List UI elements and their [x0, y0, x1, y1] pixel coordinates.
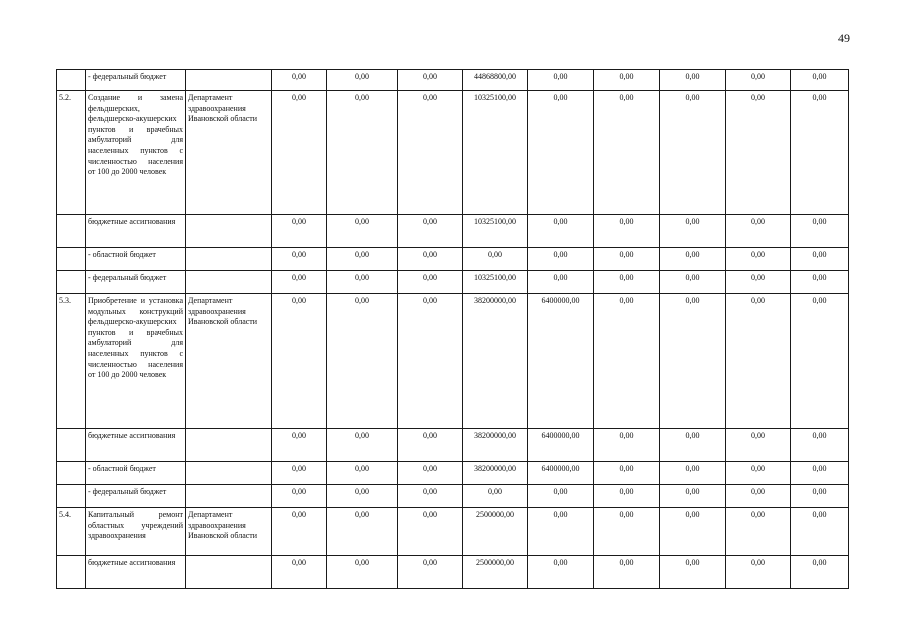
value-cell: 0,00: [327, 429, 398, 462]
value-cell: 0,00: [791, 91, 849, 215]
value-cell: 0,00: [660, 508, 726, 556]
item-number-cell: [57, 70, 86, 91]
value-cell: 0,00: [791, 462, 849, 485]
value-cell: 0,00: [398, 248, 463, 271]
value-cell: 0,00: [272, 248, 327, 271]
value-cell: 0,00: [528, 248, 594, 271]
value-cell: 2500000,00: [463, 556, 528, 589]
value-cell: 0,00: [594, 91, 660, 215]
value-cell: 6400000,00: [528, 429, 594, 462]
item-name-cell: Приобретение и установка модульных конструкций фельдшерско-акушерских пунктов и врачебных амбулаторий для населенных пунктов с численностью населения от 100 до 2000 человек: [86, 294, 186, 429]
value-cell: 0,00: [327, 91, 398, 215]
value-cell: 0,00: [594, 70, 660, 91]
value-cell: 0,00: [463, 248, 528, 271]
item-name-cell: - федеральный бюджет: [86, 485, 186, 508]
value-cell: 10325100,00: [463, 215, 528, 248]
value-cell: 0,00: [327, 271, 398, 294]
value-cell: 0,00: [398, 271, 463, 294]
item-name-cell: - федеральный бюджет: [86, 70, 186, 91]
value-cell: 0,00: [398, 91, 463, 215]
item-number-cell: [57, 462, 86, 485]
value-cell: 0,00: [726, 429, 791, 462]
item-number-cell: [57, 429, 86, 462]
value-cell: 0,00: [660, 215, 726, 248]
value-cell: 38200000,00: [463, 294, 528, 429]
value-cell: 0,00: [272, 485, 327, 508]
value-cell: 0,00: [528, 485, 594, 508]
item-name-cell: бюджетные ассигнования: [86, 429, 186, 462]
value-cell: 0,00: [327, 462, 398, 485]
item-number-cell: [57, 248, 86, 271]
value-cell: 0,00: [398, 429, 463, 462]
value-cell: 0,00: [528, 556, 594, 589]
value-cell: 0,00: [594, 248, 660, 271]
executor-cell: [186, 70, 272, 91]
value-cell: 10325100,00: [463, 271, 528, 294]
table-row: [57, 485, 849, 508]
value-cell: 0,00: [327, 248, 398, 271]
value-cell: 0,00: [272, 462, 327, 485]
value-cell: 0,00: [398, 294, 463, 429]
executor-cell: Департамент здравоохранения Ивановской области: [186, 508, 272, 556]
value-cell: 0,00: [398, 556, 463, 589]
item-name-cell: бюджетные ассигнования: [86, 556, 186, 589]
table-body: [57, 70, 849, 589]
value-cell: 0,00: [272, 215, 327, 248]
value-cell: 0,00: [398, 485, 463, 508]
table-row: [57, 556, 849, 589]
value-cell: 0,00: [660, 70, 726, 91]
value-cell: 0,00: [327, 556, 398, 589]
value-cell: 0,00: [726, 248, 791, 271]
value-cell: 0,00: [594, 485, 660, 508]
value-cell: 0,00: [660, 556, 726, 589]
value-cell: 2500000,00: [463, 508, 528, 556]
value-cell: 0,00: [594, 462, 660, 485]
value-cell: 0,00: [791, 248, 849, 271]
value-cell: 0,00: [327, 215, 398, 248]
value-cell: 0,00: [791, 70, 849, 91]
item-number-cell: 5.2.: [57, 91, 86, 215]
table-row: [57, 508, 849, 556]
table-row: [57, 70, 849, 91]
value-cell: 0,00: [791, 294, 849, 429]
value-cell: 0,00: [528, 215, 594, 248]
value-cell: 0,00: [528, 91, 594, 215]
value-cell: 0,00: [791, 271, 849, 294]
value-cell: 0,00: [594, 294, 660, 429]
value-cell: 0,00: [398, 70, 463, 91]
item-name-cell: - областной бюджет: [86, 248, 186, 271]
executor-cell: [186, 215, 272, 248]
value-cell: 0,00: [791, 556, 849, 589]
value-cell: 0,00: [594, 271, 660, 294]
executor-cell: [186, 429, 272, 462]
item-name-cell: Капитальный ремонт областных учреждений здравоохранения: [86, 508, 186, 556]
value-cell: 0,00: [594, 215, 660, 248]
value-cell: 0,00: [660, 462, 726, 485]
value-cell: 0,00: [327, 294, 398, 429]
value-cell: 0,00: [726, 462, 791, 485]
executor-cell: [186, 248, 272, 271]
page-number: 49: [838, 31, 850, 45]
value-cell: 0,00: [726, 508, 791, 556]
value-cell: 0,00: [660, 271, 726, 294]
value-cell: 0,00: [528, 508, 594, 556]
value-cell: 0,00: [272, 271, 327, 294]
value-cell: 0,00: [791, 215, 849, 248]
value-cell: 0,00: [660, 429, 726, 462]
value-cell: 0,00: [594, 429, 660, 462]
value-cell: 38200000,00: [463, 429, 528, 462]
value-cell: 0,00: [726, 271, 791, 294]
table-row: [57, 91, 849, 215]
value-cell: 6400000,00: [528, 462, 594, 485]
value-cell: 0,00: [327, 70, 398, 91]
value-cell: 0,00: [660, 485, 726, 508]
value-cell: 0,00: [272, 556, 327, 589]
value-cell: 38200000,00: [463, 462, 528, 485]
value-cell: 0,00: [660, 294, 726, 429]
value-cell: 0,00: [726, 91, 791, 215]
value-cell: 0,00: [660, 91, 726, 215]
value-cell: 0,00: [726, 556, 791, 589]
value-cell: 0,00: [272, 429, 327, 462]
item-name-cell: бюджетные ассигнования: [86, 215, 186, 248]
value-cell: 0,00: [327, 508, 398, 556]
item-number-cell: [57, 556, 86, 589]
value-cell: 6400000,00: [528, 294, 594, 429]
table-row: [57, 429, 849, 462]
value-cell: 0,00: [726, 70, 791, 91]
table-row: [57, 248, 849, 271]
item-name-cell: - областной бюджет: [86, 462, 186, 485]
item-number-cell: [57, 215, 86, 248]
value-cell: 0,00: [272, 91, 327, 215]
value-cell: 0,00: [398, 462, 463, 485]
value-cell: 0,00: [398, 215, 463, 248]
item-number-cell: [57, 271, 86, 294]
item-name-cell: - федеральный бюджет: [86, 271, 186, 294]
item-name-cell: Создание и замена фельдшерских, фельдшерско-акушерских пунктов и врачебных амбулаторий для населенных пунктов с численностью населения от 100 до 2000 человек: [86, 91, 186, 215]
value-cell: 0,00: [463, 485, 528, 508]
executor-cell: Департамент здравоохранения Ивановской области: [186, 91, 272, 215]
value-cell: 0,00: [594, 556, 660, 589]
value-cell: 0,00: [272, 508, 327, 556]
budget-table: [56, 69, 849, 589]
table-row: [57, 215, 849, 248]
executor-cell: [186, 485, 272, 508]
table-row: [57, 294, 849, 429]
value-cell: 0,00: [791, 508, 849, 556]
value-cell: 10325100,00: [463, 91, 528, 215]
value-cell: 0,00: [594, 508, 660, 556]
table-row: [57, 271, 849, 294]
value-cell: 0,00: [660, 248, 726, 271]
value-cell: 0,00: [272, 70, 327, 91]
value-cell: 0,00: [528, 70, 594, 91]
value-cell: 0,00: [272, 294, 327, 429]
item-number-cell: 5.4.: [57, 508, 86, 556]
value-cell: 0,00: [528, 271, 594, 294]
value-cell: 0,00: [327, 485, 398, 508]
item-number-cell: 5.3.: [57, 294, 86, 429]
executor-cell: [186, 462, 272, 485]
executor-cell: Департамент здравоохранения Ивановской области: [186, 294, 272, 429]
item-number-cell: [57, 485, 86, 508]
table-row: [57, 462, 849, 485]
executor-cell: [186, 556, 272, 589]
value-cell: 0,00: [398, 508, 463, 556]
value-cell: 44868800,00: [463, 70, 528, 91]
value-cell: 0,00: [726, 215, 791, 248]
value-cell: 0,00: [726, 294, 791, 429]
value-cell: 0,00: [791, 429, 849, 462]
value-cell: 0,00: [726, 485, 791, 508]
executor-cell: [186, 271, 272, 294]
value-cell: 0,00: [791, 485, 849, 508]
